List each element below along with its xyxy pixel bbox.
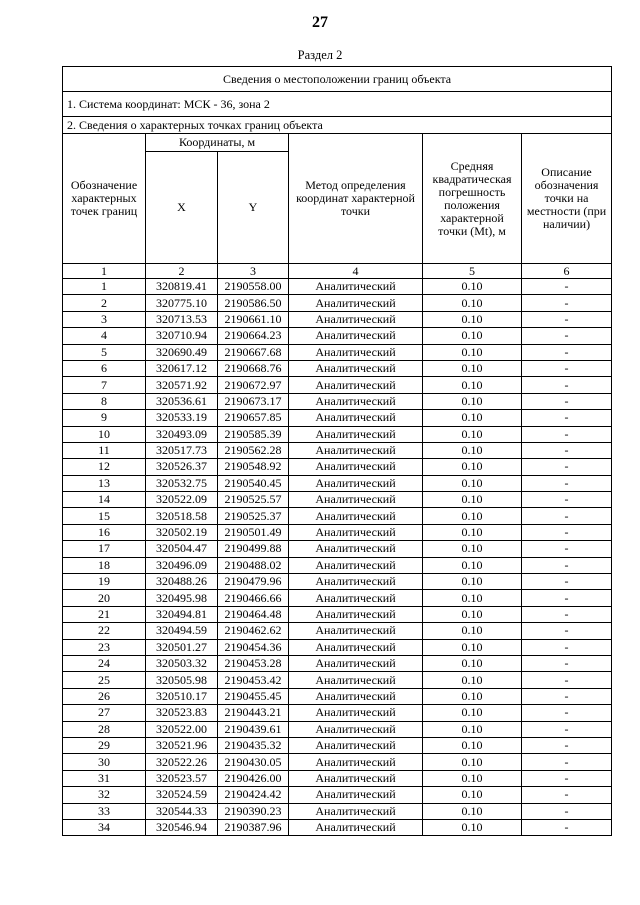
points-heading: 2. Сведения о характерных точках границ объекта bbox=[63, 117, 612, 134]
column-number: 5 bbox=[423, 264, 522, 279]
description-cell: - bbox=[522, 295, 612, 311]
table-row bbox=[63, 721, 612, 737]
method-cell: Аналитический bbox=[289, 754, 423, 770]
method-cell: Аналитический bbox=[289, 524, 423, 540]
description-cell: - bbox=[522, 377, 612, 393]
point-number-cell: 5 bbox=[63, 344, 146, 360]
method-cell: Аналитический bbox=[289, 672, 423, 688]
table-row bbox=[63, 410, 612, 426]
y-coordinate-cell: 2190453.28 bbox=[218, 655, 289, 671]
x-coordinate-cell: 320775.10 bbox=[146, 295, 218, 311]
method-cell: Аналитический bbox=[289, 426, 423, 442]
error-cell: 0.10 bbox=[423, 737, 522, 753]
description-cell: - bbox=[522, 639, 612, 655]
x-coordinate-cell: 320488.26 bbox=[146, 574, 218, 590]
description-cell: - bbox=[522, 737, 612, 753]
error-cell: 0.10 bbox=[423, 623, 522, 639]
x-coordinate-cell: 320522.26 bbox=[146, 754, 218, 770]
method-cell: Аналитический bbox=[289, 606, 423, 622]
description-cell: - bbox=[522, 508, 612, 524]
error-cell: 0.10 bbox=[423, 803, 522, 819]
table-row bbox=[63, 393, 612, 409]
x-coordinate-cell: 320532.75 bbox=[146, 475, 218, 491]
method-cell: Аналитический bbox=[289, 639, 423, 655]
column-number: 2 bbox=[146, 264, 218, 279]
point-number-cell: 13 bbox=[63, 475, 146, 491]
x-coordinate-cell: 320494.59 bbox=[146, 623, 218, 639]
section-label: Раздел 2 bbox=[297, 48, 343, 62]
y-coordinate-cell: 2190661.10 bbox=[218, 311, 289, 327]
table-row bbox=[63, 639, 612, 655]
x-coordinate-cell: 320536.61 bbox=[146, 393, 218, 409]
error-cell: 0.10 bbox=[423, 819, 522, 835]
x-coordinate-cell: 320501.27 bbox=[146, 639, 218, 655]
point-number-cell: 11 bbox=[63, 442, 146, 458]
x-coordinate-cell: 320533.19 bbox=[146, 410, 218, 426]
column-number: 6 bbox=[522, 264, 612, 279]
y-coordinate-cell: 2190499.88 bbox=[218, 541, 289, 557]
x-coordinate-cell: 320505.98 bbox=[146, 672, 218, 688]
y-coordinate-cell: 2190525.57 bbox=[218, 492, 289, 508]
description-cell: - bbox=[522, 655, 612, 671]
point-number-cell: 9 bbox=[63, 410, 146, 426]
table-row bbox=[63, 295, 612, 311]
column-number: 1 bbox=[63, 264, 146, 279]
error-cell: 0.10 bbox=[423, 360, 522, 376]
x-coordinate-cell: 320819.41 bbox=[146, 279, 218, 295]
method-cell: Аналитический bbox=[289, 557, 423, 573]
column-number: 4 bbox=[289, 264, 423, 279]
y-coordinate-cell: 2190454.36 bbox=[218, 639, 289, 655]
method-cell: Аналитический bbox=[289, 344, 423, 360]
table-row bbox=[63, 475, 612, 491]
point-number-cell: 26 bbox=[63, 688, 146, 704]
table-row bbox=[63, 655, 612, 671]
x-coordinate-cell: 320524.59 bbox=[146, 787, 218, 803]
error-cell: 0.10 bbox=[423, 475, 522, 491]
x-coordinate-cell: 320522.09 bbox=[146, 492, 218, 508]
table-row bbox=[63, 688, 612, 704]
table-row bbox=[63, 754, 612, 770]
y-coordinate-cell: 2190586.50 bbox=[218, 295, 289, 311]
point-number-cell: 23 bbox=[63, 639, 146, 655]
point-number-cell: 16 bbox=[63, 524, 146, 540]
description-cell: - bbox=[522, 360, 612, 376]
error-cell: 0.10 bbox=[423, 787, 522, 803]
x-coordinate-cell: 320494.81 bbox=[146, 606, 218, 622]
header-description: Описание обозначения точки на местности (при наличии) bbox=[522, 134, 612, 264]
header-x: X bbox=[146, 152, 218, 264]
description-cell: - bbox=[522, 574, 612, 590]
boundary-points-table bbox=[62, 66, 612, 836]
point-number-cell: 28 bbox=[63, 721, 146, 737]
y-coordinate-cell: 2190558.00 bbox=[218, 279, 289, 295]
error-cell: 0.10 bbox=[423, 705, 522, 721]
error-cell: 0.10 bbox=[423, 721, 522, 737]
method-cell: Аналитический bbox=[289, 360, 423, 376]
x-coordinate-cell: 320517.73 bbox=[146, 442, 218, 458]
table-row bbox=[63, 623, 612, 639]
description-cell: - bbox=[522, 475, 612, 491]
y-coordinate-cell: 2190439.61 bbox=[218, 721, 289, 737]
table-row bbox=[63, 672, 612, 688]
method-cell: Аналитический bbox=[289, 655, 423, 671]
description-cell: - bbox=[522, 344, 612, 360]
error-cell: 0.10 bbox=[423, 459, 522, 475]
header-point-designation: Обозначение характерных точек границ bbox=[63, 134, 146, 264]
x-coordinate-cell: 320521.96 bbox=[146, 737, 218, 753]
point-number-cell: 30 bbox=[63, 754, 146, 770]
table-row bbox=[63, 606, 612, 622]
point-number-cell: 8 bbox=[63, 393, 146, 409]
table-row bbox=[63, 524, 612, 540]
x-coordinate-cell: 320713.53 bbox=[146, 311, 218, 327]
y-coordinate-cell: 2190390.23 bbox=[218, 803, 289, 819]
y-coordinate-cell: 2190667.68 bbox=[218, 344, 289, 360]
point-number-cell: 22 bbox=[63, 623, 146, 639]
point-number-cell: 1 bbox=[63, 279, 146, 295]
method-cell: Аналитический bbox=[289, 492, 423, 508]
y-coordinate-cell: 2190668.76 bbox=[218, 360, 289, 376]
error-cell: 0.10 bbox=[423, 508, 522, 524]
description-cell: - bbox=[522, 672, 612, 688]
y-coordinate-cell: 2190664.23 bbox=[218, 328, 289, 344]
error-cell: 0.10 bbox=[423, 377, 522, 393]
description-cell: - bbox=[522, 770, 612, 786]
method-cell: Аналитический bbox=[289, 393, 423, 409]
x-coordinate-cell: 320495.98 bbox=[146, 590, 218, 606]
y-coordinate-cell: 2190455.45 bbox=[218, 688, 289, 704]
y-coordinate-cell: 2190479.96 bbox=[218, 574, 289, 590]
x-coordinate-cell: 320546.94 bbox=[146, 819, 218, 835]
method-cell: Аналитический bbox=[289, 574, 423, 590]
x-coordinate-cell: 320523.83 bbox=[146, 705, 218, 721]
point-number-cell: 18 bbox=[63, 557, 146, 573]
header-coordinates: Координаты, м bbox=[146, 134, 289, 152]
x-coordinate-cell: 320522.00 bbox=[146, 721, 218, 737]
description-cell: - bbox=[522, 279, 612, 295]
description-cell: - bbox=[522, 426, 612, 442]
x-coordinate-cell: 320493.09 bbox=[146, 426, 218, 442]
y-coordinate-cell: 2190464.48 bbox=[218, 606, 289, 622]
x-coordinate-cell: 320502.19 bbox=[146, 524, 218, 540]
point-number-cell: 6 bbox=[63, 360, 146, 376]
column-number: 3 bbox=[218, 264, 289, 279]
point-number-cell: 15 bbox=[63, 508, 146, 524]
description-cell: - bbox=[522, 688, 612, 704]
point-number-cell: 27 bbox=[63, 705, 146, 721]
error-cell: 0.10 bbox=[423, 590, 522, 606]
table-row bbox=[63, 557, 612, 573]
table-row bbox=[63, 311, 612, 327]
table-row bbox=[63, 574, 612, 590]
method-cell: Аналитический bbox=[289, 819, 423, 835]
y-coordinate-cell: 2190548.92 bbox=[218, 459, 289, 475]
description-cell: - bbox=[522, 754, 612, 770]
point-number-cell: 12 bbox=[63, 459, 146, 475]
y-coordinate-cell: 2190672.97 bbox=[218, 377, 289, 393]
method-cell: Аналитический bbox=[289, 737, 423, 753]
point-number-cell: 25 bbox=[63, 672, 146, 688]
table-title: Сведения о местоположении границ объекта bbox=[63, 67, 612, 92]
method-cell: Аналитический bbox=[289, 508, 423, 524]
point-number-cell: 20 bbox=[63, 590, 146, 606]
error-cell: 0.10 bbox=[423, 492, 522, 508]
error-cell: 0.10 bbox=[423, 393, 522, 409]
table-row bbox=[63, 787, 612, 803]
description-cell: - bbox=[522, 492, 612, 508]
method-cell: Аналитический bbox=[289, 770, 423, 786]
method-cell: Аналитический bbox=[289, 590, 423, 606]
y-coordinate-cell: 2190585.39 bbox=[218, 426, 289, 442]
y-coordinate-cell: 2190387.96 bbox=[218, 819, 289, 835]
method-cell: Аналитический bbox=[289, 377, 423, 393]
point-number-cell: 2 bbox=[63, 295, 146, 311]
table-row bbox=[63, 360, 612, 376]
y-coordinate-cell: 2190488.02 bbox=[218, 557, 289, 573]
header-error: Средняя квадратическая погрешность положения характерной точки (Mt), м bbox=[423, 134, 522, 264]
table-row bbox=[63, 492, 612, 508]
y-coordinate-cell: 2190426.00 bbox=[218, 770, 289, 786]
y-coordinate-cell: 2190540.45 bbox=[218, 475, 289, 491]
point-number-cell: 34 bbox=[63, 819, 146, 835]
table-row bbox=[63, 590, 612, 606]
method-cell: Аналитический bbox=[289, 803, 423, 819]
description-cell: - bbox=[522, 590, 612, 606]
error-cell: 0.10 bbox=[423, 606, 522, 622]
error-cell: 0.10 bbox=[423, 295, 522, 311]
description-cell: - bbox=[522, 803, 612, 819]
y-coordinate-cell: 2190462.62 bbox=[218, 623, 289, 639]
method-cell: Аналитический bbox=[289, 459, 423, 475]
method-cell: Аналитический bbox=[289, 410, 423, 426]
table-row bbox=[63, 541, 612, 557]
description-cell: - bbox=[522, 721, 612, 737]
description-cell: - bbox=[522, 606, 612, 622]
y-coordinate-cell: 2190562.28 bbox=[218, 442, 289, 458]
error-cell: 0.10 bbox=[423, 574, 522, 590]
point-number-cell: 32 bbox=[63, 787, 146, 803]
y-coordinate-cell: 2190525.37 bbox=[218, 508, 289, 524]
method-cell: Аналитический bbox=[289, 623, 423, 639]
point-number-cell: 33 bbox=[63, 803, 146, 819]
y-coordinate-cell: 2190657.85 bbox=[218, 410, 289, 426]
table-row bbox=[63, 377, 612, 393]
table-row bbox=[63, 279, 612, 295]
x-coordinate-cell: 320571.92 bbox=[146, 377, 218, 393]
error-cell: 0.10 bbox=[423, 311, 522, 327]
description-cell: - bbox=[522, 524, 612, 540]
x-coordinate-cell: 320544.33 bbox=[146, 803, 218, 819]
description-cell: - bbox=[522, 787, 612, 803]
header-method: Метод определения координат характерной точки bbox=[289, 134, 423, 264]
y-coordinate-cell: 2190430.05 bbox=[218, 754, 289, 770]
method-cell: Аналитический bbox=[289, 541, 423, 557]
error-cell: 0.10 bbox=[423, 344, 522, 360]
description-cell: - bbox=[522, 557, 612, 573]
table-row bbox=[63, 442, 612, 458]
point-number-cell: 24 bbox=[63, 655, 146, 671]
method-cell: Аналитический bbox=[289, 328, 423, 344]
description-cell: - bbox=[522, 459, 612, 475]
error-cell: 0.10 bbox=[423, 672, 522, 688]
x-coordinate-cell: 320503.32 bbox=[146, 655, 218, 671]
method-cell: Аналитический bbox=[289, 721, 423, 737]
x-coordinate-cell: 320690.49 bbox=[146, 344, 218, 360]
table-row bbox=[63, 344, 612, 360]
error-cell: 0.10 bbox=[423, 688, 522, 704]
error-cell: 0.10 bbox=[423, 541, 522, 557]
error-cell: 0.10 bbox=[423, 754, 522, 770]
error-cell: 0.10 bbox=[423, 639, 522, 655]
table-row bbox=[63, 737, 612, 753]
y-coordinate-cell: 2190453.42 bbox=[218, 672, 289, 688]
point-number-cell: 21 bbox=[63, 606, 146, 622]
table-row bbox=[63, 328, 612, 344]
header-y: Y bbox=[218, 152, 289, 264]
x-coordinate-cell: 320518.58 bbox=[146, 508, 218, 524]
error-cell: 0.10 bbox=[423, 770, 522, 786]
method-cell: Аналитический bbox=[289, 311, 423, 327]
point-number-cell: 7 bbox=[63, 377, 146, 393]
y-coordinate-cell: 2190443.21 bbox=[218, 705, 289, 721]
point-number-cell: 31 bbox=[63, 770, 146, 786]
method-cell: Аналитический bbox=[289, 688, 423, 704]
method-cell: Аналитический bbox=[289, 295, 423, 311]
error-cell: 0.10 bbox=[423, 442, 522, 458]
method-cell: Аналитический bbox=[289, 279, 423, 295]
description-cell: - bbox=[522, 393, 612, 409]
table-row bbox=[63, 508, 612, 524]
point-number-cell: 29 bbox=[63, 737, 146, 753]
y-coordinate-cell: 2190466.66 bbox=[218, 590, 289, 606]
method-cell: Аналитический bbox=[289, 442, 423, 458]
x-coordinate-cell: 320523.57 bbox=[146, 770, 218, 786]
y-coordinate-cell: 2190435.32 bbox=[218, 737, 289, 753]
point-number-cell: 17 bbox=[63, 541, 146, 557]
y-coordinate-cell: 2190501.49 bbox=[218, 524, 289, 540]
point-number-cell: 19 bbox=[63, 574, 146, 590]
point-number-cell: 3 bbox=[63, 311, 146, 327]
table-row bbox=[63, 705, 612, 721]
method-cell: Аналитический bbox=[289, 475, 423, 491]
column-numbers-row bbox=[63, 264, 612, 279]
table-row bbox=[63, 819, 612, 835]
error-cell: 0.10 bbox=[423, 410, 522, 426]
table-row bbox=[63, 426, 612, 442]
table-row bbox=[63, 803, 612, 819]
error-cell: 0.10 bbox=[423, 279, 522, 295]
x-coordinate-cell: 320526.37 bbox=[146, 459, 218, 475]
table-row bbox=[63, 770, 612, 786]
x-coordinate-cell: 320510.17 bbox=[146, 688, 218, 704]
description-cell: - bbox=[522, 541, 612, 557]
table-row bbox=[63, 459, 612, 475]
method-cell: Аналитический bbox=[289, 787, 423, 803]
error-cell: 0.10 bbox=[423, 328, 522, 344]
y-coordinate-cell: 2190424.42 bbox=[218, 787, 289, 803]
x-coordinate-cell: 320710.94 bbox=[146, 328, 218, 344]
description-cell: - bbox=[522, 819, 612, 835]
x-coordinate-cell: 320496.09 bbox=[146, 557, 218, 573]
description-cell: - bbox=[522, 705, 612, 721]
method-cell: Аналитический bbox=[289, 705, 423, 721]
description-cell: - bbox=[522, 410, 612, 426]
error-cell: 0.10 bbox=[423, 655, 522, 671]
x-coordinate-cell: 320617.12 bbox=[146, 360, 218, 376]
description-cell: - bbox=[522, 442, 612, 458]
point-number-cell: 10 bbox=[63, 426, 146, 442]
error-cell: 0.10 bbox=[423, 557, 522, 573]
error-cell: 0.10 bbox=[423, 524, 522, 540]
coordinate-system: 1. Система координат: МСК - 36, зона 2 bbox=[63, 92, 612, 117]
description-cell: - bbox=[522, 328, 612, 344]
page-number: 27 bbox=[312, 14, 328, 31]
error-cell: 0.10 bbox=[423, 426, 522, 442]
description-cell: - bbox=[522, 623, 612, 639]
y-coordinate-cell: 2190673.17 bbox=[218, 393, 289, 409]
point-number-cell: 14 bbox=[63, 492, 146, 508]
description-cell: - bbox=[522, 311, 612, 327]
point-number-cell: 4 bbox=[63, 328, 146, 344]
x-coordinate-cell: 320504.47 bbox=[146, 541, 218, 557]
